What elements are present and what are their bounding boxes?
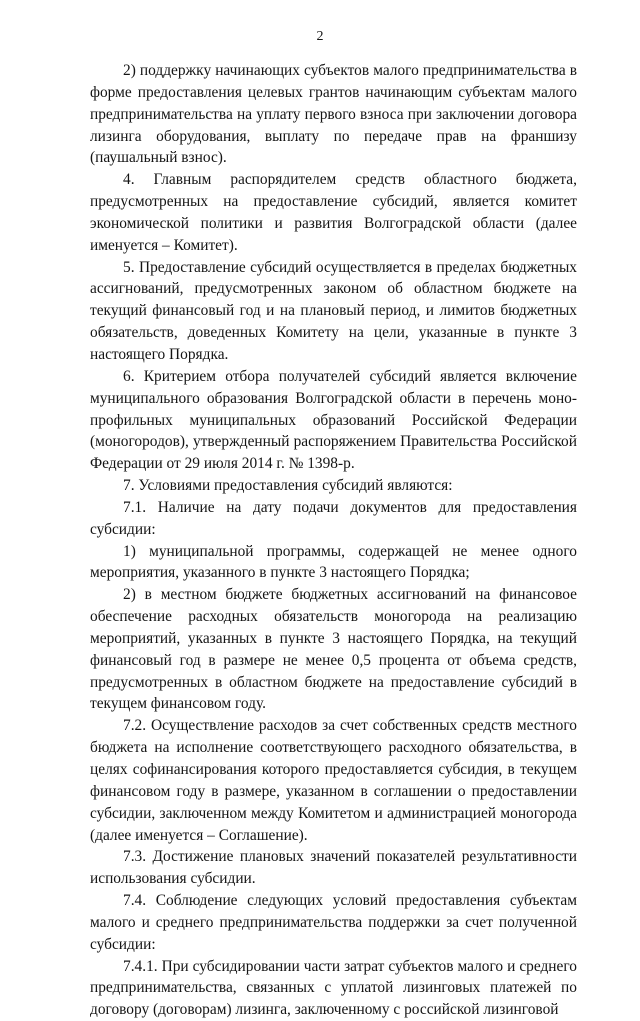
paragraph-4: 4. Главным распорядителем средств областного бюджета, предусмотренных на предоставление субсидий, является комитет экономической политики и развития Волгоградской области (далее именуется – Комитет).: [90, 171, 577, 254]
paragraph-7-1-item-2: 2) в местном бюджете бюджетных ассигнований на финансовое обеспечение расходных обязательств моногорода на реализацию мероприятий, указанных в пункте 3 настоящего Порядка, на текущий финансовый год в размере не менее 0,5 процента от объема средств, предусмотренных в областном бюджете на предоставление субсидий в текущем финансовом году.: [90, 586, 577, 713]
document-body: [90, 60, 577, 1021]
page-number: 2: [316, 29, 324, 44]
paragraph-7-1-item-1: 1) муниципальной программы, содержащей не менее одного мероприятия, указанного в пункте 3 настоящего Порядка;: [90, 542, 577, 582]
paragraph-7-4-1: 7.4.1. При субсидировании части затрат субъектов малого и среднего предпринимательства, связанных с уплатой лизинговых платежей по договору (договорам) лизинга, заключенному с российской лизинговой: [90, 957, 577, 1019]
paragraph-7-2: 7.2. Осуществление расходов за счет собственных средств местного бюджета на исполнение соответствующего расходного обязательства, в целях софинансирования которого предоставляется субсидия, в текущем финансовом году в размере, указанном в соглашении о предоставлении субсидии, заключенном между Комитетом и администрацией моногорода (далее именуется – Соглашение).: [90, 717, 577, 844]
paragraph-7-1: 7.1. Наличие на дату подачи документов для предоставления субсидии:: [90, 498, 577, 538]
paragraph-2-2: 2) поддержку начинающих субъектов малого предпринимательства в форме предоставления целевых грантов начинающим субъектам малого предпринимательства на уплату первого взноса при заключении договора лизинга оборудования, выплату по передаче прав на франшизу (паушальный взнос).: [90, 62, 577, 167]
paragraph-7: 7. Условиями предоставления субсидий являются:: [123, 477, 453, 495]
paragraph-6: 6. Критерием отбора получателей субсидий является включение муниципального образования Волгоградской области в перечень моно-профильных муниципальных образований Российской Федерации (моногородов), утвержденный распоряжением Правительства Российской Федерации от 29 июля 2014 г. № 1398-р.: [90, 367, 577, 473]
paragraph-7-4: 7.4. Соблюдение следующих условий предоставления субъектам малого и среднего предпринимательства поддержки за счет полученной субсидии:: [90, 892, 577, 953]
paragraph-5: 5. Предоставление субсидий осуществляется в пределах бюджетных ассигнований, предусмотренных законом об областном бюджете на текущий финансовый год и на плановый период, и лимитов бюджетных обязательств, доведенных Комитету на цели, указанные в пункте 3 настоящего Порядка.: [90, 258, 577, 363]
paragraph-7-3: 7.3. Достижение плановых значений показателей результативности использования субсидии.: [90, 848, 577, 888]
